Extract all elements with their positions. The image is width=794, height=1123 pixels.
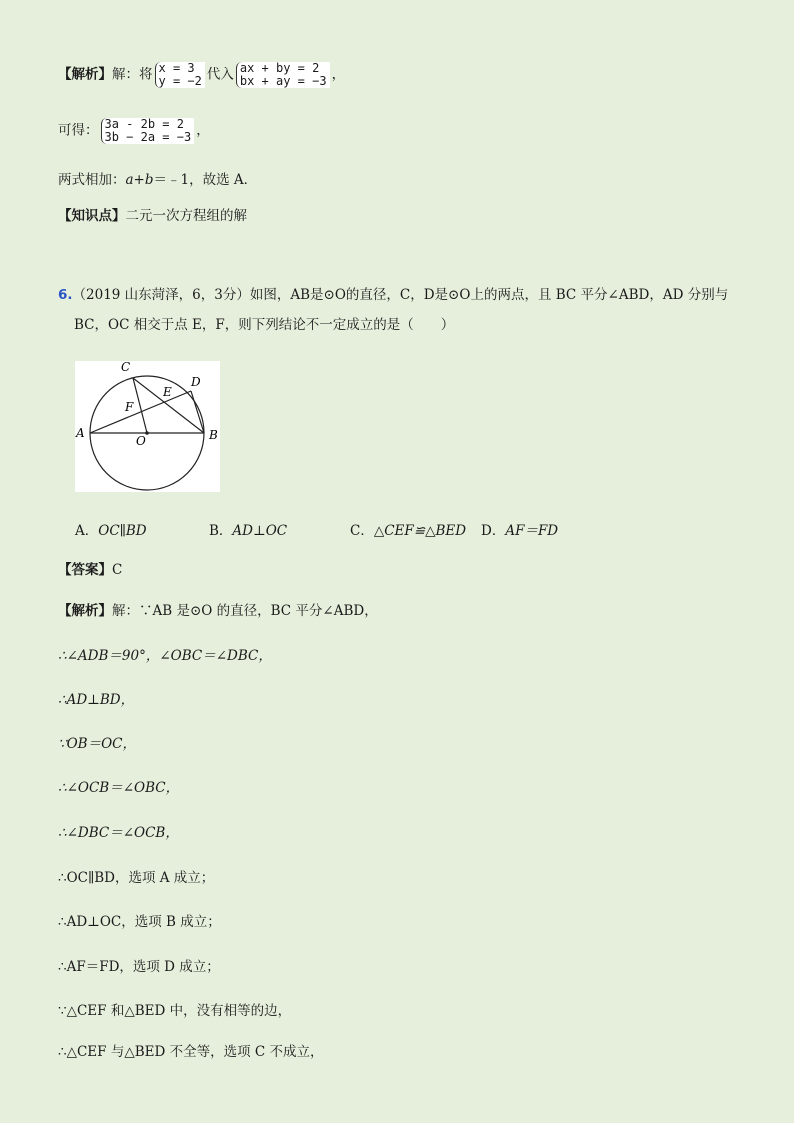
segment-bd: [191, 391, 204, 433]
label-d: D: [191, 375, 201, 389]
analysis-line-2: ∴AD⊥BD，: [58, 692, 135, 708]
geometry-figure: [75, 361, 220, 492]
option-c[interactable]: C．△CEF≌△BED: [350, 523, 467, 539]
analysis-line-0: 【解析】解：∵AB 是⊙O 的直径，BC 平分∠ABD，: [58, 603, 378, 619]
daiyi-text: 代入: [206, 66, 234, 83]
analysis-line-4: ∴∠OCB＝∠OBC，: [58, 780, 180, 796]
jiexi-tag: 【解析】: [58, 66, 112, 83]
segment-ad: [90, 391, 191, 433]
equation-system-2: ax + by = 2 bx + ay = −3: [236, 62, 330, 88]
answer-tag: 【答案】: [58, 562, 112, 578]
label-c: C: [121, 361, 131, 374]
analysis-prev-line1: 【解析】解：将 x = 3 y = −2 代入 ax + by = 2 bx + ay = −3 ，: [58, 61, 346, 88]
analysis-line-5: ∴∠DBC＝∠OCB，: [58, 825, 179, 841]
analysis-line-8: ∴AF＝FD，选项 D 成立；: [58, 959, 220, 975]
answer-line: [58, 560, 122, 580]
option-d[interactable]: D．AF＝FD: [481, 523, 559, 539]
analysis-line-10: ∴△CEF 与△BED 不全等，选项 C 不成立，: [58, 1044, 324, 1060]
segment-oc: [133, 378, 147, 433]
analysis-prev-line2: 可得： 3a - 2b = 2 3b − 2a = −3 ，: [58, 117, 210, 144]
knowledge-point: 【知识点】二元一次方程组的解: [58, 208, 247, 224]
analysis-line-1: ∴∠ADB＝90°，∠OBC＝∠DBC，: [58, 648, 272, 664]
label-a: A: [76, 426, 85, 440]
question-line1: 6.（2019 山东菏泽，6，3分）如图，AB是⊙O的直径，C，D是⊙O上的两点，且 BC 平分∠ABD，AD 分别与: [58, 287, 729, 303]
answer-value: C: [112, 562, 123, 578]
solve-prefix: 解：将: [112, 66, 153, 83]
equation-system-3: 3a - 2b = 2 3b − 2a = −3: [101, 118, 195, 144]
question-line2: BC，OC 相交于点 E，F，则下列结论不一定成立的是（ ）: [74, 317, 455, 333]
option-a[interactable]: A．OC∥BD: [75, 523, 147, 539]
analysis-line-3: ∵OB＝OC，: [58, 736, 136, 752]
label-o: O: [136, 434, 146, 448]
equation-system-1: x = 3 y = −2: [155, 62, 205, 88]
label-f: F: [125, 400, 134, 414]
analysis-prev-line3: 两式相加：a+b＝﹣1，故选 A．: [58, 172, 258, 188]
label-e: E: [163, 385, 172, 399]
analysis-line-6: ∴OC∥BD，选项 A 成立；: [58, 870, 215, 886]
option-b[interactable]: B．AD⊥OC: [209, 523, 288, 539]
label-b: B: [209, 428, 218, 442]
zhishi-tag: 【知识点】: [58, 208, 126, 224]
analysis-tag: 【解析】: [58, 603, 112, 619]
question-number: 6.: [58, 287, 73, 303]
kede-text: 可得：: [58, 122, 99, 139]
analysis-line-9: ∵△CEF 和△BED 中，没有相等的边，: [58, 1003, 292, 1019]
analysis-line-7: ∴AD⊥OC，选项 B 成立；: [58, 914, 221, 930]
circle-diagram: [75, 361, 220, 492]
